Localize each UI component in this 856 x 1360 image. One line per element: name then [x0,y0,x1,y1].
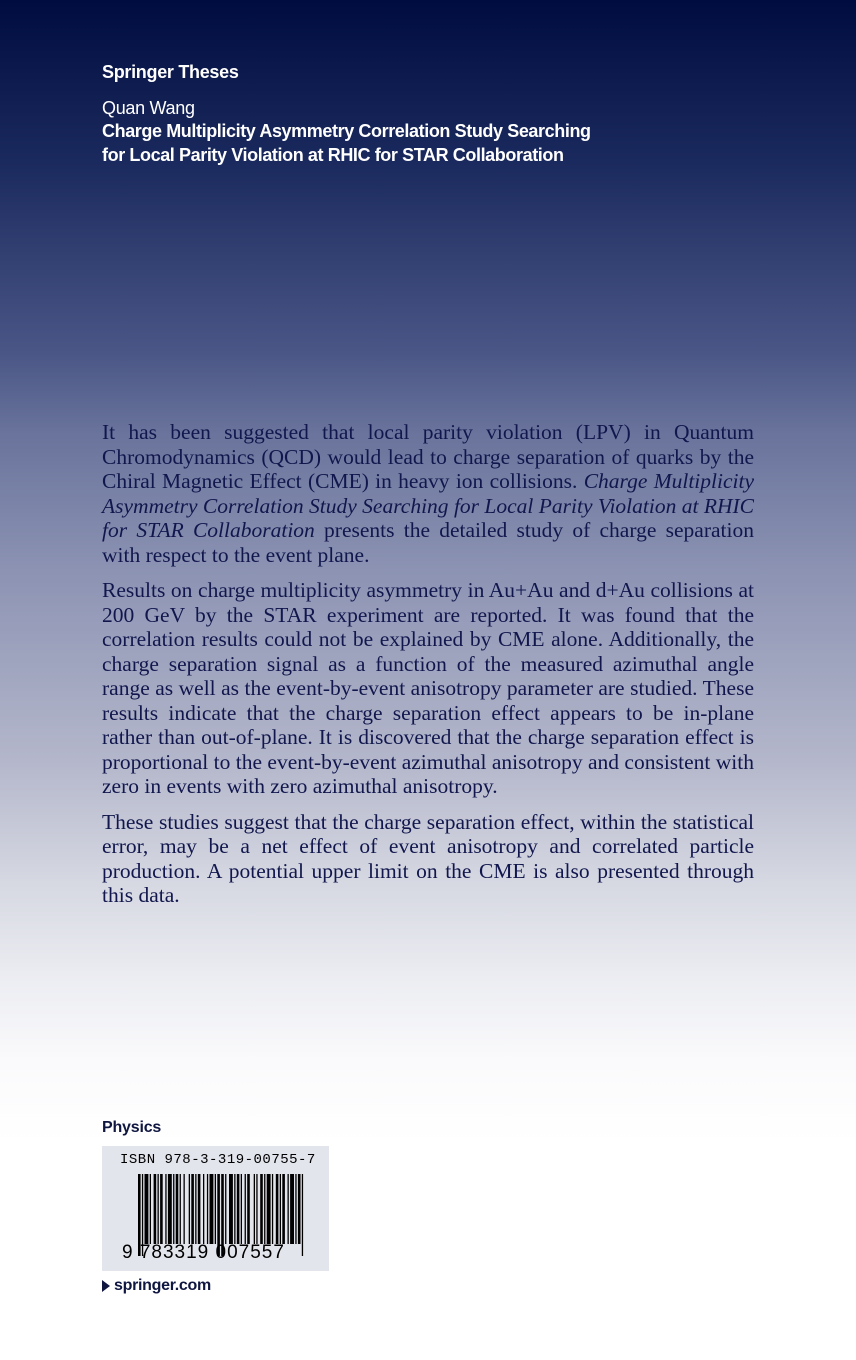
barcode-bar [282,1174,285,1244]
barcode [102,1146,329,1271]
abstract-paragraph-1 [102,420,754,567]
barcode-bar [254,1174,255,1244]
barcode-bar [229,1174,233,1244]
abstract-p1-book-title: Charge Multiplicity Asymmetry Correlation Study Searching for Local Parity Violation at RHIC for STAR Collaboration [102,469,754,542]
abstract [102,420,754,919]
barcode-bar [165,1174,166,1244]
series-name: Springer Theses [102,62,239,82]
barcode-bar [245,1174,246,1244]
barcode-bar [158,1174,159,1244]
publisher-link[interactable] [102,1277,329,1295]
triangle-arrow-icon [102,1280,110,1292]
abstract-p1-start: It has been suggested that local parity violation (LPV) in Quantum Chromodynamics (QCD) would lead to charge separation of quarks by the Chiral Magnetic Effect (CME) in heavy ion collisions. [102,420,754,493]
abstract-paragraph-2: Results on charge multiplicity asymmetry in Au+Au and d+Au collisions at 200 GeV by the STAR experiment are reported. It was found that the correlation results could not be explained by CME alone. Additionally, the charge separation signal as a function of the measured azimuthal angle range as well as the event-by-event anisotropy parameter are studied. These results indicate that the charge separation effect appears to be in-plane rather than out-of-plane. It is discovered that the charge separation effect is proportional to the event-by-event azimuthal anisotropy and consistent with zero in events with zero azimuthal anisotropy. [102,578,755,798]
isbn-text: ISBN 978-3-319-00755-7 [120,1152,316,1168]
barcode-bar [189,1174,190,1244]
barcode-bar [176,1174,179,1244]
barcode-bar [290,1174,294,1244]
barcode-bar [203,1174,204,1244]
barcode-bar [264,1174,265,1244]
book-title-line-1: Charge Multiplicity Asymmetry Correlation Study Searching [102,121,591,141]
barcode-bar [191,1174,194,1244]
publisher-url: springer.com [114,1277,211,1294]
barcode-bar [195,1174,196,1244]
barcode-bar [150,1174,151,1244]
barcode-bar [288,1174,289,1244]
barcode-bar [145,1174,149,1244]
barcode-bar [241,1174,242,1244]
barcode-bar [295,1174,296,1244]
author-name: Quan Wang [102,98,195,118]
cover-header [102,60,802,167]
barcode-bar [302,1174,303,1256]
abstract-p1-end: presents the detailed study of charge separation with respect to the event plane. [102,518,754,567]
barcode-bar [247,1174,250,1244]
barcode-bar [207,1174,208,1244]
barcode-bar [180,1174,181,1244]
barcode-bar [276,1174,279,1244]
barcode-bar [256,1174,257,1244]
abstract-paragraph-3: These studies suggest that the charge separation effect, within the statistical error, may be a net effect of event anisotropy and correlated particle production. A potential upper limit on the CME is also presented through this data. [102,809,754,907]
barcode-digits: 9 783319 007557 [122,1242,285,1263]
book-title-line-2: for Local Parity Violation at RHIC for STAR Collaboration [102,145,564,165]
barcode-bar [225,1174,226,1244]
barcode-bar [168,1174,172,1244]
subject-label: Physics [102,1119,162,1136]
barcode-bar [298,1174,301,1244]
barcode-bar [154,1174,157,1244]
barcode-bar [184,1174,185,1244]
barcode-bar [210,1174,214,1244]
barcode-bar [237,1174,240,1244]
barcode-bar [215,1174,216,1244]
barcode-bar [260,1174,263,1244]
barcode-bar [173,1174,174,1244]
cover-footer [102,1118,329,1295]
barcode-bar [198,1174,201,1244]
barcode-bar [160,1174,163,1244]
barcode-bar [272,1174,273,1244]
barcode-bar [267,1174,271,1244]
barcode-bar [280,1174,281,1244]
barcode-bar [234,1174,235,1244]
